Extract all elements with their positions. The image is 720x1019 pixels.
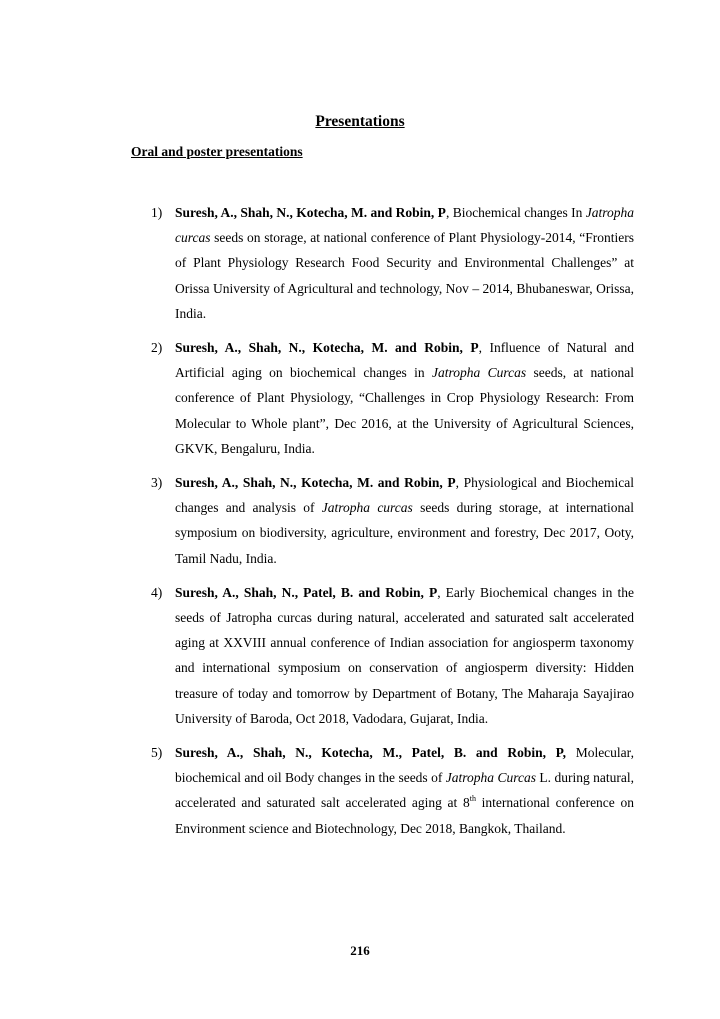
item-text	[175, 740, 634, 841]
item-details: seeds, at national conference of Plant Physiology, “Challenges in Crop Physiology Research: From Molecular to Whole plant”, Dec 2016, at the University of Agricultural Sciences, GKVK, Bengaluru, India.	[175, 365, 635, 456]
item-text	[175, 580, 634, 731]
item-number: 2)	[151, 340, 163, 356]
item-species: Jatropha curcas	[175, 205, 635, 246]
item-title: , Physiological and Biochemical changes and analysis of	[175, 475, 634, 516]
item-details: seeds on storage, at national conference of Plant Physiology-2014, “Frontiers of Plant Physiology Research Food Security and Environmental Challenges” at Orissa University of Agricultural and technology, Nov – 2014, Bhubaneswar, Orissa, India.	[175, 230, 634, 321]
presentation-item	[151, 335, 634, 461]
page-number: 216	[350, 943, 370, 958]
presentation-list	[151, 200, 634, 850]
page-title: Presentations	[315, 113, 405, 130]
item-number: 4)	[151, 584, 163, 600]
presentation-item	[151, 740, 634, 841]
item-species: Jatropha curcas	[321, 500, 413, 516]
item-text	[175, 200, 634, 326]
presentation-item	[151, 580, 634, 731]
item-details-end: international conference on Environment science and Biotechnology, Dec 2018, Bangkok, Thailand.	[175, 795, 634, 836]
presentation-item	[151, 470, 634, 571]
item-text	[175, 335, 634, 461]
item-authors: Suresh, A., Shah, N., Kotecha, M. and Robin, P	[175, 340, 479, 356]
item-title: , Influence of Natural and Artificial aging on biochemical changes in	[175, 340, 635, 381]
item-species: Jatropha Curcas	[445, 770, 536, 786]
item-number: 1)	[151, 205, 163, 220]
item-number: 5)	[151, 745, 163, 761]
item-number: 3)	[151, 475, 163, 491]
item-authors: Suresh, A., Shah, N., Patel, B. and Robin, P	[175, 584, 438, 600]
item-species: Jatropha Curcas	[432, 365, 527, 381]
section-heading: Oral and poster presentations	[131, 144, 303, 159]
superscript-ordinal: th	[469, 794, 476, 804]
item-authors: Suresh, A., Shah, N., Kotecha, M., Patel, B. and Robin, P,	[175, 745, 567, 761]
item-title: , Biochemical changes In	[445, 205, 586, 220]
item-text	[175, 470, 634, 571]
item-authors: Suresh, A., Shah, N., Kotecha, M. and Robin, P	[175, 475, 456, 491]
item-title: , Early Biochemical changes in the seeds of Jatropha curcas during natural, accelerated and saturated salt accelerated aging at XXVIII annual conference of Indian association for angiosperm taxonomy and international symposium on conservation of angiosperm diversity: Hidden treasure of today and tomorrow by Department of Botany, The Maharaja Sayajirao University of Baroda, Oct 2018, Vadodara, Gujarat, India.	[175, 584, 634, 726]
item-details: L. during natural, accelerated and saturated salt accelerated aging at 8	[175, 770, 634, 811]
item-title: Molecular, biochemical and oil Body changes in the seeds of	[175, 745, 635, 786]
item-details: seeds during storage, at international symposium on biodiversity, agriculture, environment and forestry, Dec 2017, Ooty, Tamil Nadu, India.	[175, 500, 634, 566]
item-authors: Suresh, A., Shah, N., Kotecha, M. and Robin, P	[175, 205, 446, 220]
presentation-item	[151, 200, 634, 326]
